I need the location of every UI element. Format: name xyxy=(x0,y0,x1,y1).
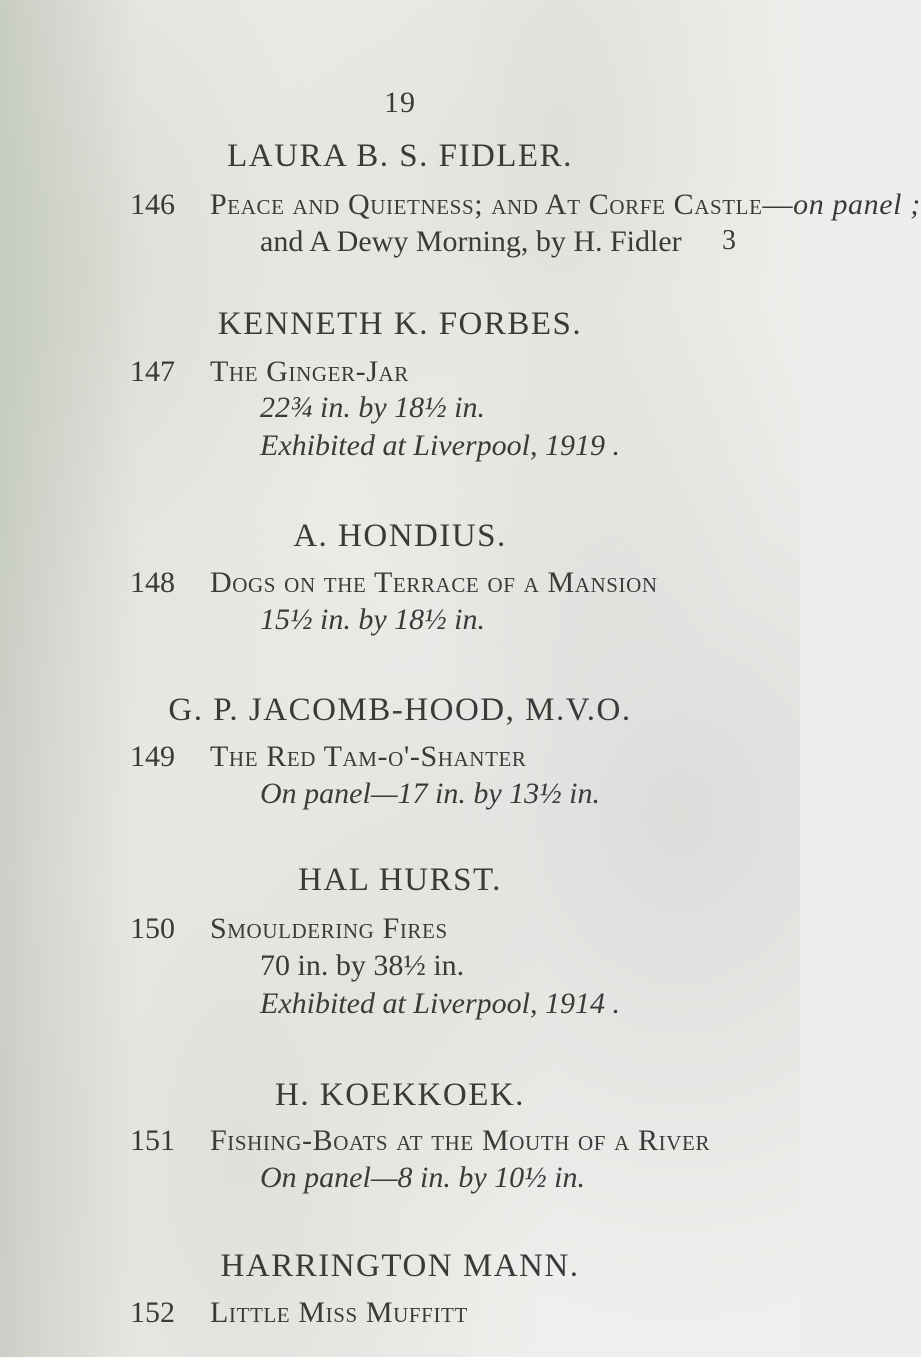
lot-title: Dogs on the Terrace of a Mansion xyxy=(210,566,658,599)
lot-title: The Red Tam-o'-Shanter xyxy=(210,740,527,773)
lot-number: 152 xyxy=(130,1296,175,1329)
lot-exhibited: Exhibited at Liverpool, 1914 . xyxy=(260,987,620,1020)
lot-dimensions: On panel—8 in. by 10½ in. xyxy=(260,1161,585,1194)
lot-dimensions: 22¾ in. by 18½ in. xyxy=(260,391,485,424)
lot-number: 146 xyxy=(130,188,175,221)
lot-dimensions: On panel—17 in. by 13½ in. xyxy=(260,777,600,810)
lot-title: Smouldering Fires xyxy=(210,912,448,945)
lot-dimensions: 15½ in. by 18½ in. xyxy=(260,603,485,636)
lot-title: Little Miss Muffitt xyxy=(210,1296,468,1329)
lot-title: The Ginger-Jar xyxy=(210,355,409,388)
artist-name: A. HONDIUS. xyxy=(293,518,507,554)
lot-title: Fishing-Boats at the Mouth of a River xyxy=(210,1124,711,1157)
artist-name: HAL HURST. xyxy=(298,862,502,898)
lot-title: Peace and Quietness; and At Corfe Castle—on panel ; xyxy=(210,188,921,221)
page-number: 19 xyxy=(384,86,416,119)
artist-name: HARRINGTON MANN. xyxy=(220,1248,580,1284)
lot-dimensions: 70 in. by 38½ in. xyxy=(260,949,465,982)
lot-number: 151 xyxy=(130,1124,175,1157)
artist-name: KENNETH K. FORBES. xyxy=(217,306,583,342)
artist-name: G. P. JACOMB-HOOD, M.V.O. xyxy=(168,692,632,728)
lot-number: 147 xyxy=(130,355,175,388)
lot-number: 149 xyxy=(130,740,175,773)
artist-name: H. KOEKKOEK. xyxy=(275,1077,525,1113)
lot-price: 3 xyxy=(722,225,736,256)
lot-number: 148 xyxy=(130,566,175,599)
lot-exhibited: Exhibited at Liverpool, 1919 . xyxy=(260,429,620,462)
artist-name: LAURA B. S. FIDLER. xyxy=(227,138,573,174)
lot-number: 150 xyxy=(130,912,175,945)
lot-title-continued: and A Dewy Morning, by H. Fidler xyxy=(260,225,682,258)
